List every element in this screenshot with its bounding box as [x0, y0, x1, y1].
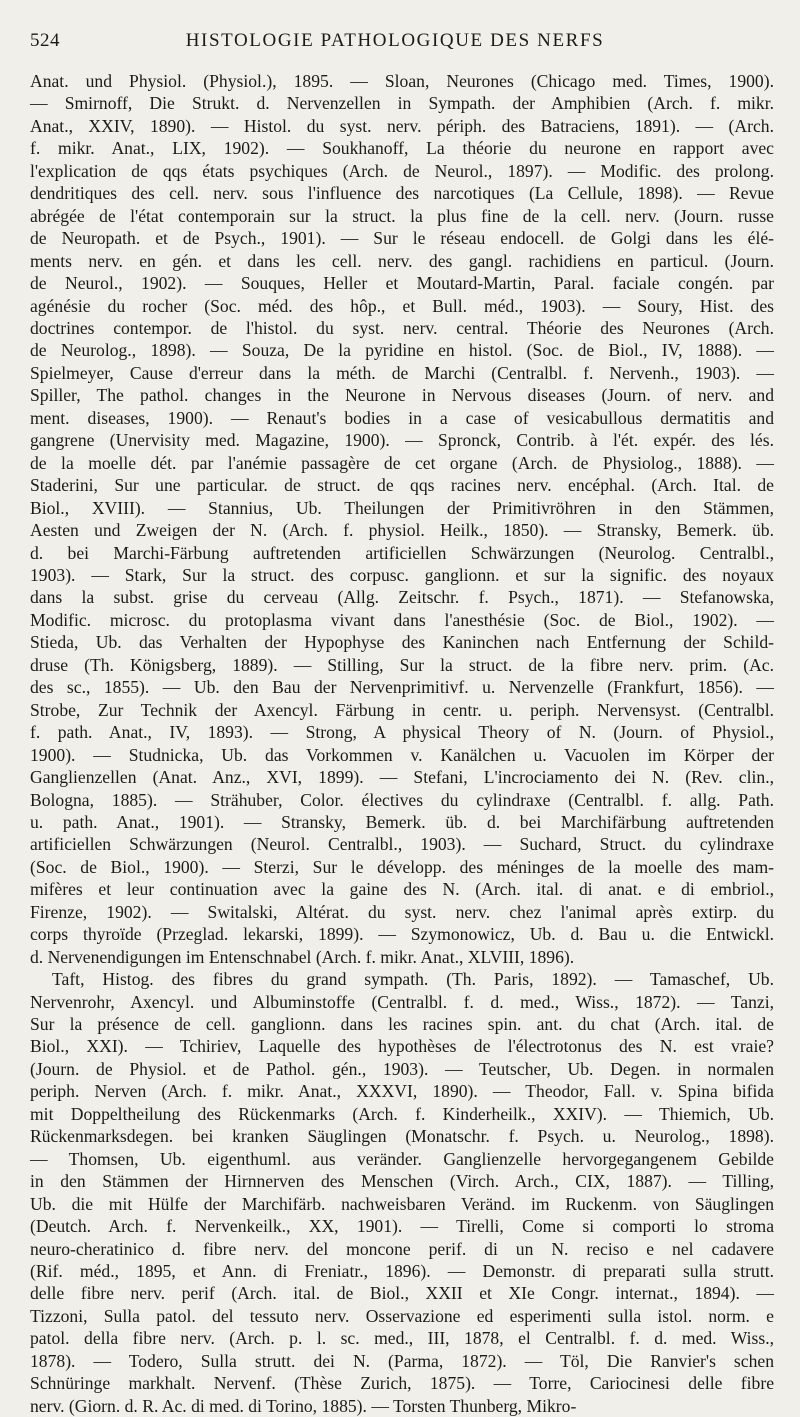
text-line: Aesten und Zweigen der N. (Arch. f. physiol. Heilk., 1850). — Stransky, Bemerk. üb.	[30, 520, 774, 541]
text-line: doctrines contempor. de l'histol. du syst. nerv. central. Théorie des Neurones (Arch.	[30, 317, 774, 338]
text-line: Spiller, The pathol. changes in the Neurone in Nervous diseases (Journ. of nerv. and	[30, 385, 774, 406]
text-line: (Journ. de Physiol. et de Pathol. gén., 1903). — Teutscher, Ub. Degen. in normalen	[30, 1058, 774, 1079]
text-line: de Neurolog., 1898). — Souza, De la pyridine en histol. (Soc. de Biol., IV, 1888). —	[30, 340, 774, 361]
page-header	[30, 30, 770, 58]
text-line: Ganglienzellen (Anat. Anz., XVI, 1899). — Stefani, L'incrociamento dei N. (Rev. clin.,	[30, 767, 774, 788]
text-line: Biol., XVIII). — Stannius, Ub. Theilungen der Primitivröhren in den Stämmen,	[30, 497, 774, 518]
text-line: d. bei Marchi-Färbung auftretenden artificiellen Schwärzungen (Neurolog. Centralbl.,	[30, 542, 774, 563]
text-line: dendritiques des cell. nerv. sous l'influence des narcotiques (La Cellule, 1898). — Revue	[30, 183, 774, 204]
text-line: neuro-cheratinico d. fibre nerv. del moncone perif. di un N. reciso e nel cadavere	[30, 1238, 774, 1259]
text-line: u. path. Anat., 1901). — Stransky, Bemerk. üb. d. bei Marchifärbung auftretenden	[30, 811, 774, 832]
text-line: Spielmeyer, Cause d'erreur dans la méth. de Marchi (Centralbl. f. Nervenh., 1903). —	[30, 362, 774, 383]
text-line: in den Stämmen der Hirnnerven des Menschen (Virch. Arch., CIX, 1887). — Tilling,	[30, 1171, 774, 1192]
text-line: — Smirnoff, Die Strukt. d. Nervenzellen in Sympath. der Amphibien (Arch. f. mikr.	[30, 93, 774, 114]
text-line: nerv. (Giorn. d. R. Ac. di med. di Torino, 1885). — Torsten Thunberg, Mikro-	[30, 1395, 577, 1416]
text-line: (Soc. de Biol., 1900). — Sterzi, Sur le développ. des méninges de la moelle des mam-	[30, 856, 774, 877]
text-line: Sur la présence de cell. ganglionn. dans les racines spin. ant. du chat (Arch. ital. de	[30, 1014, 774, 1035]
text-line: abrégée de l'état contemporain sur la struct. la plus fine de la cell. nerv. (Journ. russe	[30, 205, 774, 226]
text-line: Anat., XXIV, 1890). — Histol. du syst. nerv. périph. des Batraciens, 1891). — (Arch.	[30, 115, 774, 136]
text-line: mit Doppeltheilung des Rückenmarks (Arch. f. Kinderheilk., XXIV). — Thiemich, Ub.	[30, 1103, 774, 1124]
text-line: Firenze, 1902). — Switalski, Altérat. du syst. nerv. chez l'animal après extirp. du	[30, 901, 774, 922]
text-line: de Neurol., 1902). — Souques, Heller et Moutard-Martin, Paral. faciale congén. par	[30, 273, 774, 294]
text-line: Ub. die mit Hülfe der Marchifärb. nachweisbaren Veränd. im Ruckenm. von Säuglingen	[30, 1193, 774, 1214]
text-line: de la moelle dét. par l'anémie passagère de cet organe (Arch. de Physiolog., 1888). —	[30, 452, 774, 473]
text-line: Bologna, 1885). — Strähuber, Color. électives du cylindraxe (Centralbl. f. allg. Path.	[30, 789, 774, 810]
text-line: Schnüringe markhalt. Nervenf. (Thèse Zurich, 1875). — Torre, Cariocinesi delle fibre	[30, 1373, 774, 1394]
text-line: Strobe, Zur Technik der Axencyl. Färbung in centr. u. periph. Nervensyst. (Centralbl.	[30, 699, 774, 720]
text-line: f. mikr. Anat., LIX, 1902). — Soukhanoff, La théorie du neurone en rapport avec	[30, 138, 774, 159]
bibliography-text	[30, 70, 774, 1417]
text-line: Modific. microsc. du protoplasma vivant dans l'anesthésie (Soc. de Biol., 1902). —	[30, 609, 774, 630]
text-line: dans la subst. grise du cerveau (Allg. Zeitschr. f. Psych., 1871). — Stefanowska,	[30, 587, 774, 608]
text-line: (Rif. méd., 1895, et Ann. di Freniatr., 1896). — Demonstr. di preparati sulla strutt.	[30, 1261, 774, 1282]
text-line: gangrene (Unervisity med. Magazine, 1900). — Spronck, Contrib. à l'ét. expér. des lés.	[30, 430, 774, 451]
text-line: mifères et leur continuation avec la gaine des N. (Arch. ital. di anat. e di embriol.,	[30, 879, 774, 900]
text-line: l'explication de qqs états psychiques (Arch. de Neurol., 1897). — Modific. des prolong.	[30, 160, 774, 181]
text-line: f. path. Anat., IV, 1893). — Strong, A physical Theory of N. (Journ. of Physiol.,	[30, 722, 774, 743]
text-line: — Thomsen, Ub. eigenthuml. aus veränder. Ganglienzelle hervorgegangenem Gebilde	[30, 1148, 774, 1169]
text-line: druse (Th. Königsberg, 1889). — Stilling, Sur la struct. de la fibre nerv. prim. (Ac.	[30, 654, 774, 675]
text-line: artificiellen Schwärzungen (Neurol. Centralbl., 1903). — Suchard, Struct. du cylindraxe	[30, 834, 774, 855]
text-line: Taft, Histog. des fibres du grand sympath. (Th. Paris, 1892). — Tamaschef, Ub.	[52, 969, 774, 990]
text-line: 1903). — Stark, Sur la struct. des corpusc. ganglionn. et sur la signific. des noyaux	[30, 564, 774, 585]
running-title: HISTOLOGIE PATHOLOGIQUE DES NERFS	[185, 30, 605, 51]
text-line: corps thyroïde (Przeglad. lekarski, 1899). — Szymonowicz, Ub. d. Bau u. die Entwickl.	[30, 924, 774, 945]
text-line: agénésie du rocher (Soc. méd. des hôp., et Bull. méd., 1903). — Soury, Hist. des	[30, 295, 774, 316]
text-line: ment. diseases, 1900). — Renaut's bodies in a case of vesicabullous dermatitis and	[30, 407, 774, 428]
text-line: 1878). — Todero, Sulla strutt. dei N. (Parma, 1872). — Töl, Die Ranvier's schen	[30, 1350, 774, 1371]
text-line: delle fibre nerv. perif (Arch. ital. de Biol., XXII et XIe Congr. internat., 1894). —	[30, 1283, 774, 1304]
text-line: 1900). — Studnicka, Ub. das Vorkommen v. Kanälchen u. Vacuolen im Körper der	[30, 744, 774, 765]
text-line: Stieda, Ub. das Verhalten der Hypophyse des Kaninchen nach Entfernung der Schild-	[30, 632, 774, 653]
page-number: 524	[30, 30, 60, 51]
text-line: periph. Nerven (Arch. f. mikr. Anat., XXXVI, 1890). — Theodor, Fall. v. Spina bifida	[30, 1081, 774, 1102]
text-line: (Deutch. Arch. f. Nervenkeilk., XX, 1901). — Tirelli, Come si comporti lo stroma	[30, 1216, 774, 1237]
text-line: d. Nervenendigungen im Entenschnabel (Arch. f. mikr. Anat., XLVIII, 1896).	[30, 946, 575, 967]
text-line: Tizzoni, Sulla patol. del tessuto nerv. Osservazione ed esperimenti sulla istol. norm. e	[30, 1305, 774, 1326]
text-line: patol. della fibre nerv. (Arch. p. l. sc. med., III, 1878, el Centralbl. f. d. med. Wiss.,	[30, 1328, 774, 1349]
text-line: Biol., XXI). — Tchiriev, Laquelle des hypothèses de l'électrotonus des N. est vraie?	[30, 1036, 774, 1057]
text-line: des sc., 1855). — Ub. den Bau der Nervenprimitivf. u. Nervenzelle (Frankfurt, 1856). —	[30, 677, 774, 698]
text-line: Rückenmarksdegen. bei kranken Säuglingen (Monatschr. f. Psych. u. Neurolog., 1898).	[30, 1126, 774, 1147]
text-line: Anat. und Physiol. (Physiol.), 1895. — Sloan, Neurones (Chicago med. Times, 1900).	[30, 71, 774, 91]
text-line: ments nerv. en gén. et dans les cell. nerv. des gangl. rachidiens en particul. (Journ.	[30, 250, 774, 271]
text-line: Staderini, Sur une particular. de struct. de qqs racines nerv. encéphal. (Arch. Ital. de	[30, 475, 774, 496]
text-line: de Neuropath. et de Psych., 1901). — Sur le réseau endocell. de Golgi dans les élé-	[30, 228, 774, 249]
text-line: Nervenrohr, Axencyl. und Albuminstoffe (Centralbl. f. d. med., Wiss., 1872). — Tanzi,	[30, 991, 774, 1012]
